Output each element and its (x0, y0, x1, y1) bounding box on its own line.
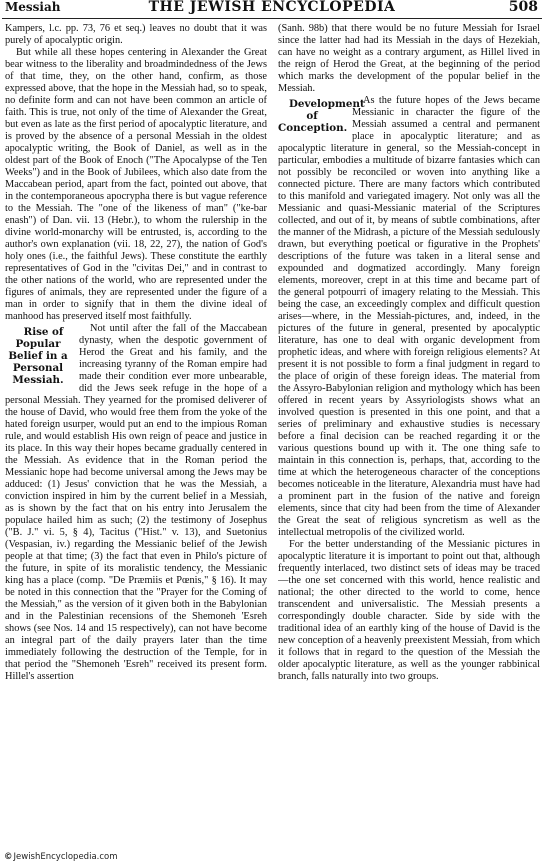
running-head-article: Messiah (5, 0, 61, 14)
running-head-title: THE JEWISH ENCYCLOPEDIA (148, 0, 396, 15)
marginal-heading: Rise of Popular Belief in a Personal Messiah. (8, 326, 68, 386)
page-header (0, 0, 544, 16)
left-column (5, 23, 267, 859)
right-column (278, 23, 540, 859)
marginal-heading: Development of Conception. (278, 98, 365, 134)
paragraph: Kampers, l.c. pp. 73, 76 et seq.) leaves no doubt that it was purely of apocalyptic origin. (5, 23, 267, 46)
paragraph-text: As the future hopes of the Jews became Messianic in character the figure of the Messiah assumed a central and permanent place in apocalyptic literature; and as apocalyptic literature in general, so the Messiah-concept in particular, embodies a multitude of bizarre fantasies which can not possibly be reconciled or woven into anything like a connected picture. There are many factors which contributed to this manifold and variegated imagery. Not only was all the Messianic and quasi-Messianic material of the Scriptures collected, and out of it, by means of subtle combinations, after the manner of the Midrash, a picture of the Messiah sedulously drawn, but everything poetical or figurative in the Prophets' descriptions of the future was taken in a literal sense and expounded and dogmatized accordingly. Many foreign elements, moreover, crept in at this time and became part of the general potpourri of imagery relating to the Messiah. This being the case, an exceedingly complex and difficult question arises—where, in the Messiah-pictures, and, indeed, in the pictures of the future in general, presented by apocalyptic literature, has one to deal with organic development from prophetic ideas, and where with foreign religious elements? At present it is not possible to form a final judgment in regard to the place of origin of these foreign ideas. The material from the Assyro-Babylonian religion and mythology which has been offered in recent years by Assyriologists shows what an involved question is presented in this one point, and that a series of preliminary and exhaustive studies is necessary before a final decision can be reached regarding it or the various questions bound up with it. The one thing safe to maintain in this connection is, perhaps, that, according to the time at which the heterogeneous character of the conceptions becomes noticeable in the literature, Alexandria must have had a prominent part in the fusion of the native and foreign elements, since that city had been from the time of Alexander the Great the seat of religious syncretism as well as the intellectual metropolis of the civilized world. (278, 95, 540, 538)
watermark-text: JewishEncyclopedia.com (13, 852, 118, 862)
paragraph: For the better understanding of the Messianic pictures in apocalyptic literature it is important to point out that, although frequently interlaced, two distinct sets of ideas may be traced—the one set concerned with this world, hence realistic and national; the other directed to the world to come, hence transcendent and universalistic. The Messiah presents a correspondingly double character. Side by side with the traditional idea of an earthly king of the house of David is the new conception of a heavenly preexistent Messiah, from which it follows that in regard to the question of the Messiah the older apocalyptic literature, as well as the younger rabbinical branch, falls naturally into two groups. (278, 539, 540, 682)
paragraph-text: Not until after the fall of the Maccabean dynasty, when the despotic government of Herod the Great and his family, and the increasing tyranny of the Roman empire had made their condition ever more unbearable, did the Jews seek refuge in the hope of a personal Messiah. They yearned for the promised deliverer of the house of David, who would free them from the yoke of the hated foreign usurper, would put an end to the impious Roman rule, and would establish His own reign of peace and justice in its place. In this way their hopes became gradually centered in the Messiah. As evidence that in the Roman period the Messianic hope had become universal among the Jews may be adduced: (1) Jesus' conviction that he was the Messiah, a conviction inspired in him by the current belief in a Messiah, as is shown by the fact that on his entry into Jerusalem the populace hailed him as such; (2) the testimony of Josephus ("B. J." vi. 5, § 4), Tacitus ("Hist." v. 13), and Suetonius (Vespasian, iv.) regarding the Messianic belief of the Jewish people at that time; (3) the fact that even in Philo's picture of the future, in spite of its moralistic tendency, the Messianic king has a place (comp. "De Præmiis et Pœnis," § 16). It may be noted in this connection that the "Prayer for the Coming of the Messiah," as the version of it given both in the Babylonian and in the Palestinian recensions of the Shemoneh 'Esreh shows (see Nos. 14 and 15 respectively), can not have become an integral part of the daily prayers later than the time immediately following the destruction of the Temple, for in that period the "Shemoneh 'Esreh" received its present form. Hillel's assertion (5, 323, 267, 682)
paragraph: (Sanh. 98b) that there would be no future Messiah for Israel since the latter had had its Messiah in the days of Hezekiah, can have no weight as a contrary argument, as Hillel lived in the reign of Herod the Great, at the beginning of the period which marks the development of the popular belief in the Messiah. (278, 23, 540, 94)
watermark[interactable] (4, 852, 118, 862)
page-number: 508 (508, 0, 538, 15)
paragraph-with-sidenote (278, 95, 540, 539)
paragraph-with-sidenote (5, 323, 267, 683)
header-rule (2, 18, 542, 19)
paragraph: But while all these hopes centering in Alexander the Great bear witness to the liberality and broadmindedness of the Jews of that time, they, on the other hand, confirm, as those expressed above, that the hope in the Messiah had, so to speak, no definite form and can not have been common an article of faith. This is true, not only of the time of Alexander the Great, but even as late as the first period of apocalyptic literature, and is proved by the absence of a personal Messiah in the oldest apocalyptic writing, the Book of Daniel, as well as in the oldest part of the Book of Enoch ("The Apocalypse of the Ten Weeks") and in the Book of Jubilees, which also date from the Maccabean period, apart from the fact, pointed out above, that in the contemporaneous apocrypha there is but vague reference to the Messiah. The "one of the likeness of man" ("ke-bar enash") of Dan. vii. 13 (Hebr.), to whom the rulership in the divine world-monarchy will be entrusted, is, according to the author's own explanation (vii. 18, 22, 27), the nation of God's holy ones (i.e., the faithful Jews). These constitute the earthly representatives of God in the "civitas Dei," and in contrast to the other nations of the world, who are represented under the figures of animals, they are represented under the figure of a man in order to signify that in them the divine ideal of manhood has preserved itself most faithfully. (5, 47, 267, 322)
copyright-icon: © (4, 852, 13, 862)
